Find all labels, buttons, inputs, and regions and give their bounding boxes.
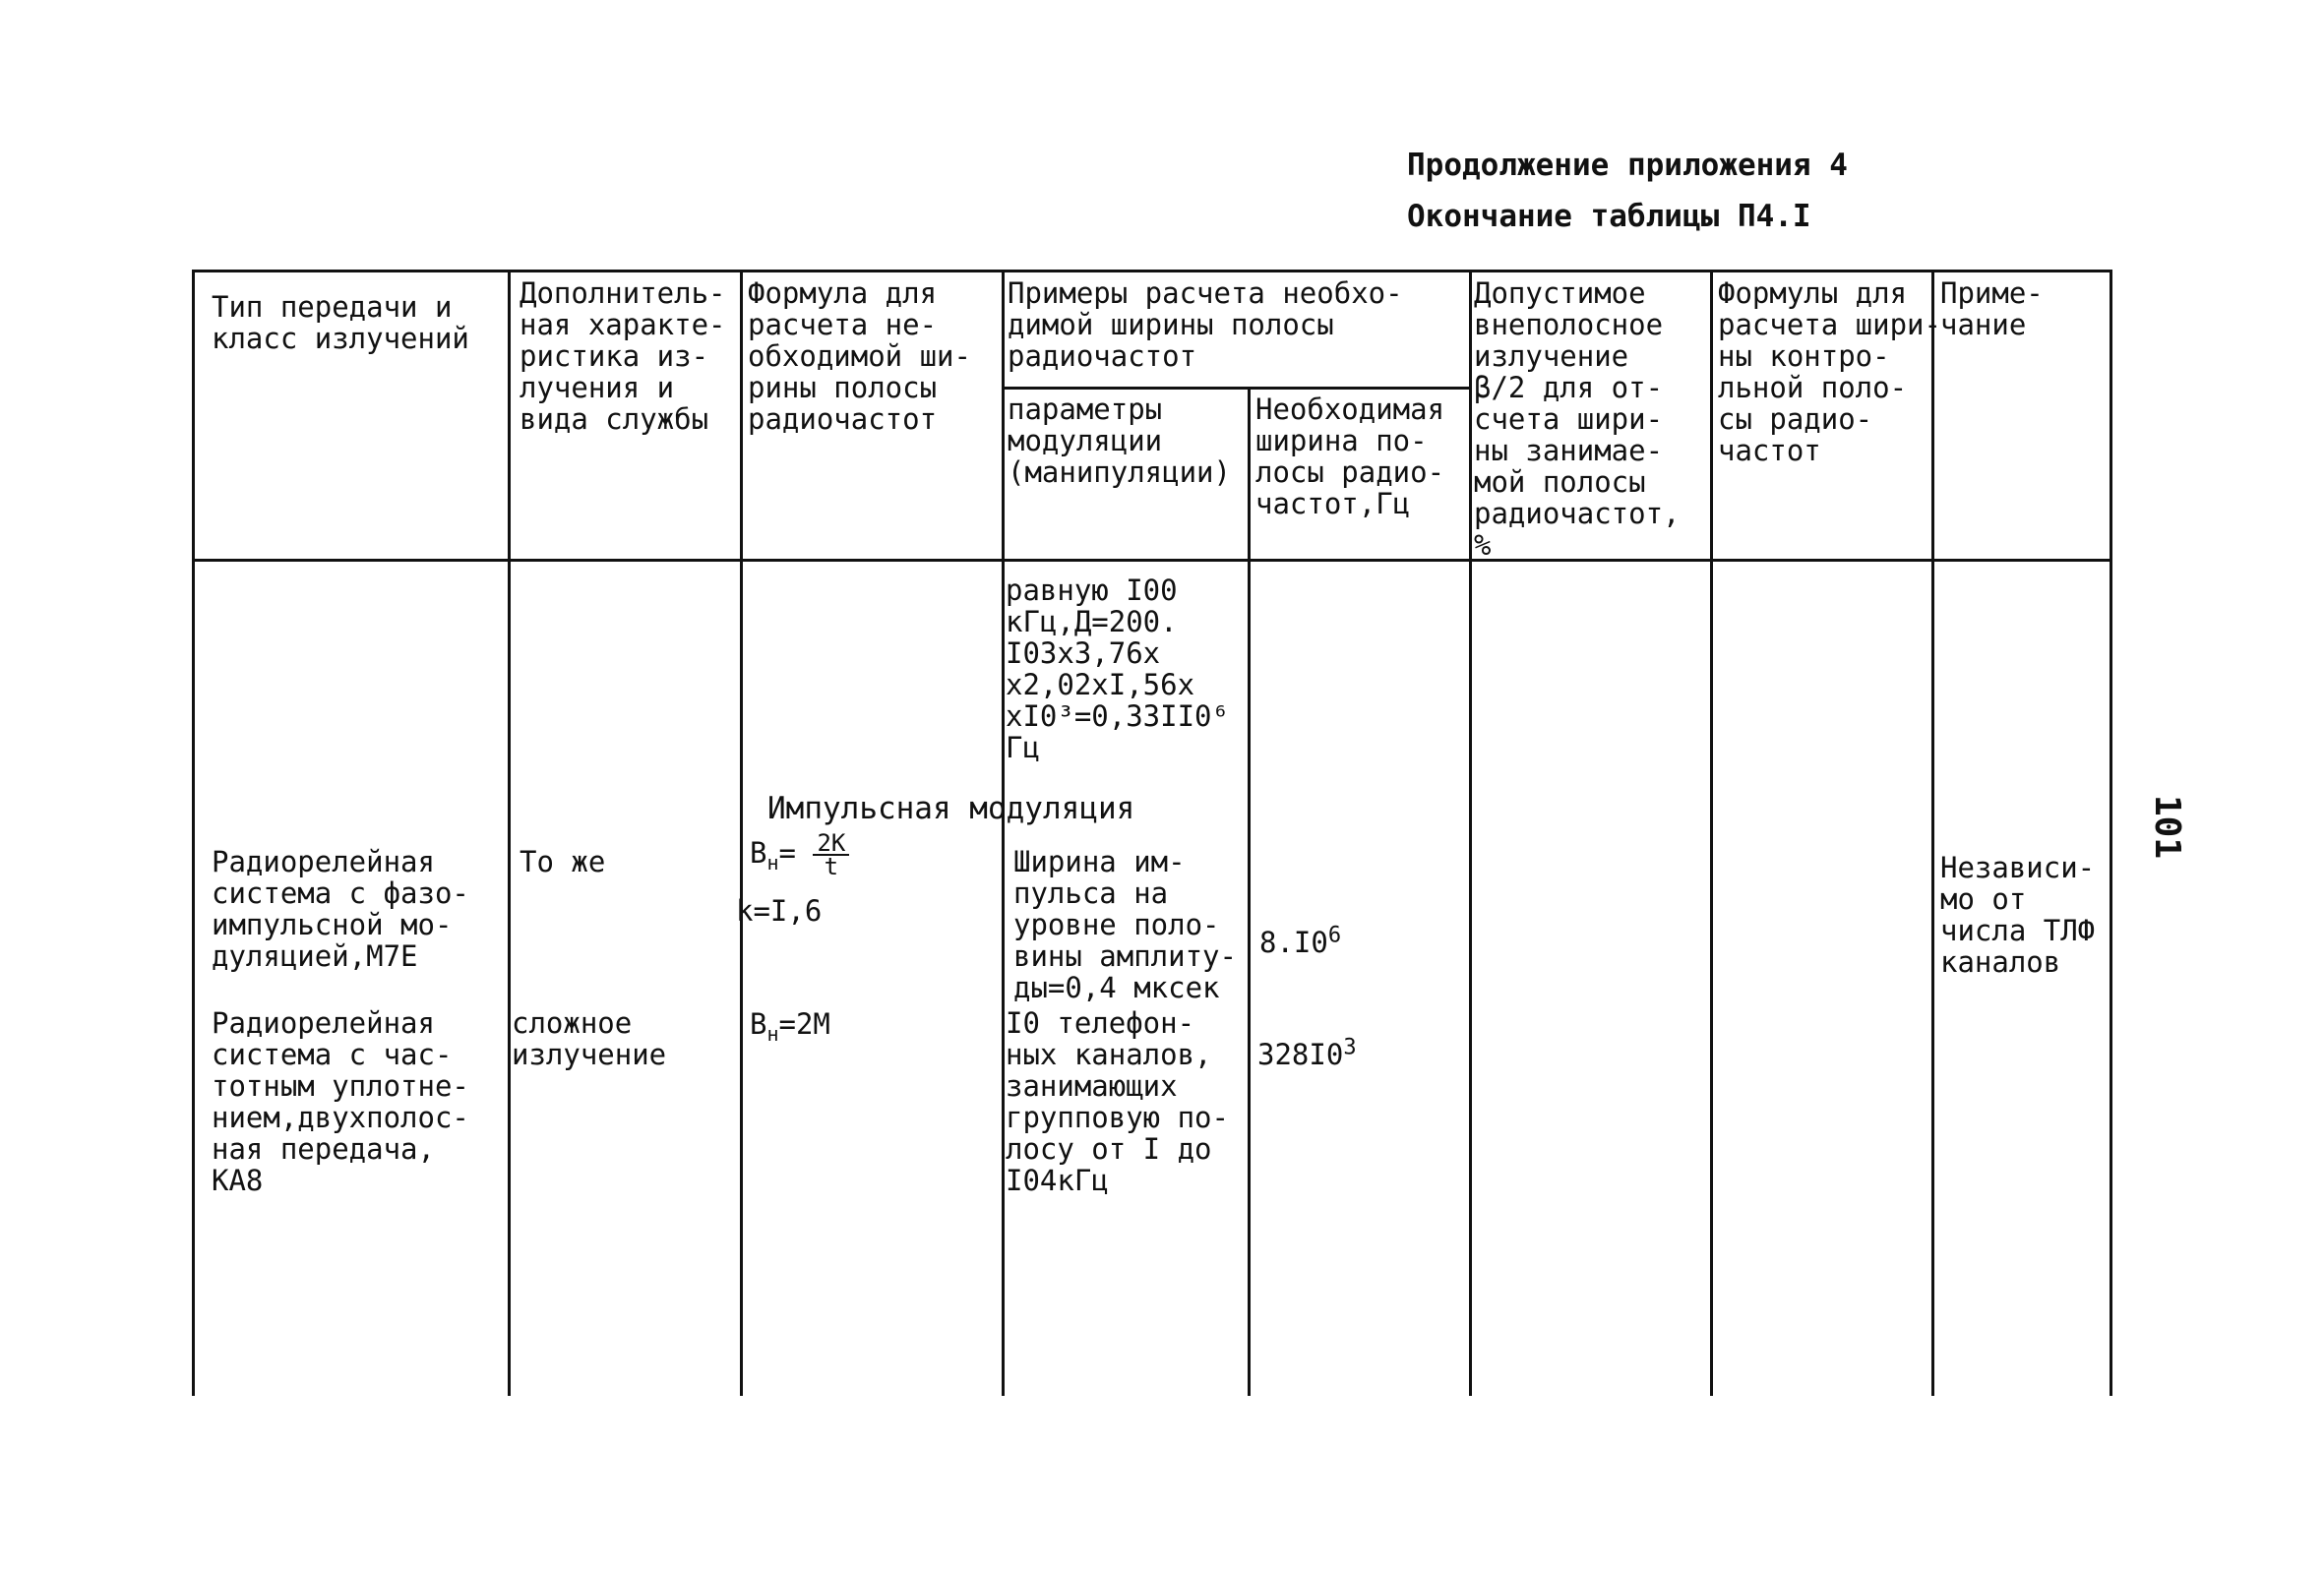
row2-modulation-params: I0 телефон- ных каналов, занимающих групповую по- лосу от I до I04кГц: [1006, 1006, 1229, 1197]
row2-formula: [750, 1007, 830, 1046]
header-required-bandwidth: Необходимая ширина по- лосы радио- частот,Гц: [1255, 392, 1445, 520]
header-out-of-band-emission: Допустимое внеполосное излучение β/2 для от- счета шири- ны занимае- мой полосы радиочастот, %: [1474, 276, 1681, 562]
header-formula: Формула для расчета не- обходимой ши- рины полосы радиочастот: [748, 276, 971, 436]
row2-transmission-type: Радиорелейная система с час- тотным уплотне- нием,двухполос- ная передача, КA8: [212, 1006, 469, 1197]
row1-extra: То же: [520, 845, 606, 878]
col-border-5: [1710, 270, 1713, 1396]
page-number: 101: [2147, 794, 2188, 860]
row2-formula-b: B: [750, 1007, 767, 1041]
col-border-0: [192, 270, 195, 1396]
col-border-4: [1469, 270, 1472, 1396]
continued-example-text: равную I00 кГц,Д=200. I03x3,76x x2,02xI,56x xI0³=0,33II0⁶ Гц: [1006, 573, 1229, 764]
row2-formula-sub: н: [766, 1021, 779, 1046]
section-pulse-modulation: Импульсная модуляция: [767, 791, 1135, 826]
col-border-3: [1002, 270, 1005, 1396]
row1-bandwidth-base: 8.I0: [1259, 926, 1328, 959]
col-border-2: [740, 270, 743, 1396]
row1-formula-numerator: 2K: [813, 832, 849, 856]
row1-note: Независи- мо от числа ТЛФ каналов: [1940, 851, 2096, 979]
subheader-rule: [1002, 387, 1470, 390]
header-note: Приме- чание: [1940, 276, 2044, 341]
row1-formula: $B_н=$ $\frac{2K}{t}$: [750, 832, 849, 877]
row2-formula-rhs: =2M: [778, 1007, 830, 1041]
header-additional-characteristic: Дополнитель- ная характе- ристика из- лучения и вида службы: [520, 276, 726, 436]
row1-formula-k: k=I,6: [736, 894, 823, 928]
row2-bandwidth-base: 328I0: [1257, 1038, 1344, 1071]
col-border-1: [508, 270, 511, 1396]
col-border-3b: [1248, 387, 1251, 1396]
row2-extra: сложное излучение: [512, 1006, 667, 1071]
row1-formula-fraction: [813, 829, 849, 880]
row1-formula-b: B: [750, 836, 767, 870]
header-modulation-params: параметры модуляции (манипуляции): [1008, 392, 1231, 489]
row2-bandwidth: [1257, 1007, 1357, 1070]
row1-bandwidth-exp: 6: [1327, 923, 1342, 948]
row1-transmission-type: Радиорелейная система с фазо- импульсной мо- дуляцией,M7E: [212, 845, 469, 973]
appendix-continuation-title: Продолжение приложения 4: [1407, 148, 1848, 183]
row1-formula-denominator: t: [824, 853, 839, 880]
header-control-bandwidth-formula: Формулы для расчета шири- ны контро- льной поло- сы радио- частот: [1718, 276, 1941, 467]
col-border-7: [2110, 270, 2112, 1396]
table-ending-title: Окончание таблицы П4.I: [1407, 199, 1811, 234]
row2-bandwidth-exp: 3: [1343, 1035, 1357, 1060]
header-examples: Примеры расчета необхо- димой ширины полосы радиочастот: [1008, 276, 1403, 373]
table-top-rule: [192, 270, 2112, 272]
row1-modulation-params: Ширина им- пульса на уровне поло- вины амплиту- ды=0,4 мксек: [1013, 845, 1237, 1004]
header-transmission-type: Тип передачи и класс излучений: [212, 290, 469, 355]
row1-bandwidth: [1259, 895, 1341, 958]
table-header-bottom-rule: [192, 559, 2112, 562]
row1-formula-sub: н: [766, 850, 779, 875]
